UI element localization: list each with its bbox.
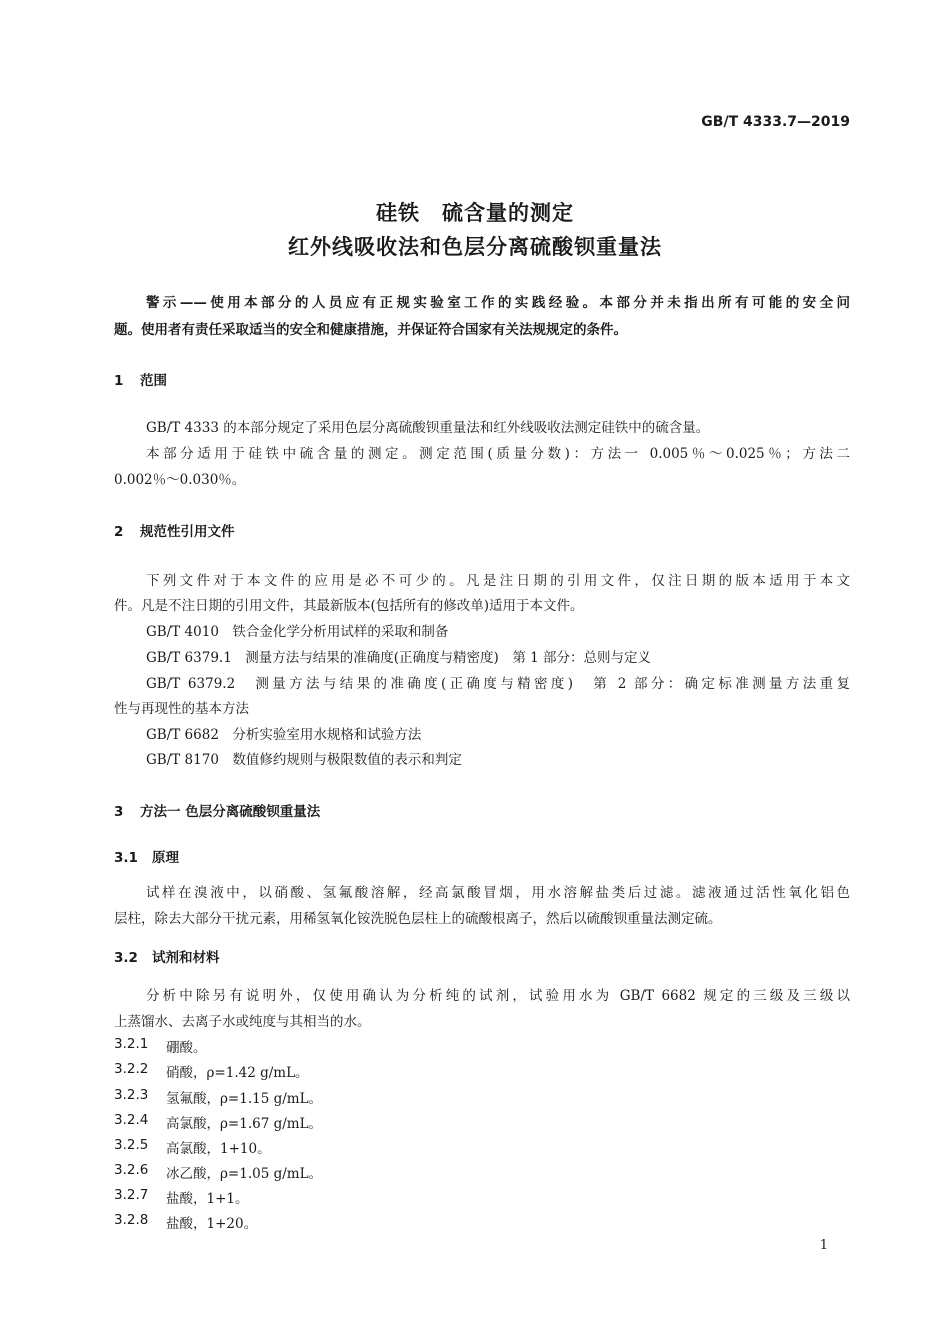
reagent-number: 3.2.7 (114, 1187, 149, 1203)
reference-gbt-8170: GB/T 8170 数值修约规则与极限数值的表示和判定 (146, 752, 462, 768)
section-1-title: 范围 (140, 373, 167, 389)
warning-line1: 警示——使用本部分的人员应有正规实验室工作的实践经验。本部分并未指出所有可能的安全问 (146, 295, 850, 311)
standard-code: GB/T 4333.7—2019 (701, 114, 850, 130)
reagent-text: 氢氟酸，ρ=1.15 g/mL。 (166, 1091, 323, 1107)
section-2-intro-line2: 件。凡是不注日期的引用文件，其最新版本(包括所有的修改单)适用于本文件。 (114, 598, 584, 614)
reagent-text: 盐酸，1+1。 (166, 1191, 249, 1207)
document-title-line2: 红外线吸收法和色层分离硫酸钡重量法 (288, 235, 662, 259)
section-3-title: 方法一 色层分离硫酸钡重量法 (140, 804, 321, 820)
reference-gbt-6682: GB/T 6682 分析实验室用水规格和试验方法 (146, 727, 422, 743)
section-2-intro-line1: 下列文件对于本文件的应用是必不可少的。凡是注日期的引用文件，仅注日期的版本适用于本文 (146, 573, 850, 589)
section-1-paragraph-2-line1: 本部分适用于硅铁中硫含量的测定。测定范围(质量分数)：方法一 0.005％～0.025％；方法二 (146, 446, 850, 462)
reference-gbt-6379-2-cont: 性与再现性的基本方法 (114, 701, 249, 717)
section-2-heading (114, 520, 235, 540)
section-1-paragraph-1: GB/T 4333 的本部分规定了采用色层分离硫酸钡重量法和红外线吸收法测定硅铁中的硫含量。 (146, 420, 710, 436)
reagent-text: 冰乙酸，ρ=1.05 g/mL。 (166, 1166, 323, 1182)
reagent-text: 硼酸。 (166, 1040, 207, 1056)
section-1-paragraph-2-line2: 0.002％～0.030％。 (114, 472, 246, 488)
section-3-2-number: 3.2 (114, 950, 138, 966)
warning-line2: 题。使用者有责任采取适当的安全和健康措施，并保证符合国家有关法规规定的条件。 (114, 322, 627, 338)
section-3-1-number: 3.1 (114, 850, 138, 866)
reference-gbt-6379-2: GB/T 6379.2 测量方法与结果的准确度(正确度与精密度) 第 2 部分：确定标准测量方法重复 (146, 676, 850, 692)
reagent-number: 3.2.5 (114, 1137, 149, 1153)
reagent-text: 高氯酸，ρ=1.67 g/mL。 (166, 1116, 323, 1132)
reagent-number: 3.2.6 (114, 1162, 149, 1178)
reagent-number: 3.2.8 (114, 1212, 149, 1228)
section-1-heading (114, 369, 167, 389)
reference-gbt-4010: GB/T 4010 铁合金化学分析用试样的采取和制备 (146, 624, 449, 640)
reagent-number: 3.2.3 (114, 1087, 149, 1103)
document-title-line1: 硅铁 硫含量的测定 (376, 201, 574, 225)
section-3-1-heading (114, 846, 179, 866)
reagent-text: 硝酸，ρ=1.42 g/mL。 (166, 1065, 309, 1081)
reference-gbt-6379-1: GB/T 6379.1 测量方法与结果的准确度(正确度与精密度) 第 1 部分：总则与定义 (146, 650, 651, 666)
principle-line2: 层柱，除去大部分干扰元素，用稀氢氧化铵洗脱色层柱上的硫酸根离子，然后以硫酸钡重量法测定硫。 (114, 911, 722, 927)
principle-line1: 试样在溴液中，以硝酸、氢氟酸溶解，经高氯酸冒烟，用水溶解盐类后过滤。滤液通过活性氧化铝色 (146, 885, 850, 901)
reagent-text: 盐酸，1+20。 (166, 1216, 258, 1232)
section-3-number: 3 (114, 804, 124, 820)
section-3-heading (114, 800, 320, 820)
section-1-number: 1 (114, 373, 124, 389)
reagents-intro-line1: 分析中除另有说明外，仅使用确认为分析纯的试剂，试验用水为 GB/T 6682 规定的三级及三级以 (146, 988, 850, 1004)
section-2-title: 规范性引用文件 (140, 524, 235, 540)
section-2-number: 2 (114, 524, 124, 540)
reagent-number: 3.2.4 (114, 1112, 149, 1128)
section-3-2-heading (114, 946, 220, 966)
reagent-number: 3.2.1 (114, 1036, 149, 1052)
page-number: 1 (819, 1238, 828, 1253)
reagent-number: 3.2.2 (114, 1061, 149, 1077)
section-3-2-title: 试剂和材料 (152, 950, 220, 966)
reagents-intro-line2: 上蒸馏水、去离子水或纯度与其相当的水。 (114, 1014, 371, 1030)
section-3-1-title: 原理 (152, 850, 179, 866)
reagent-text: 高氯酸，1+10。 (166, 1141, 271, 1157)
